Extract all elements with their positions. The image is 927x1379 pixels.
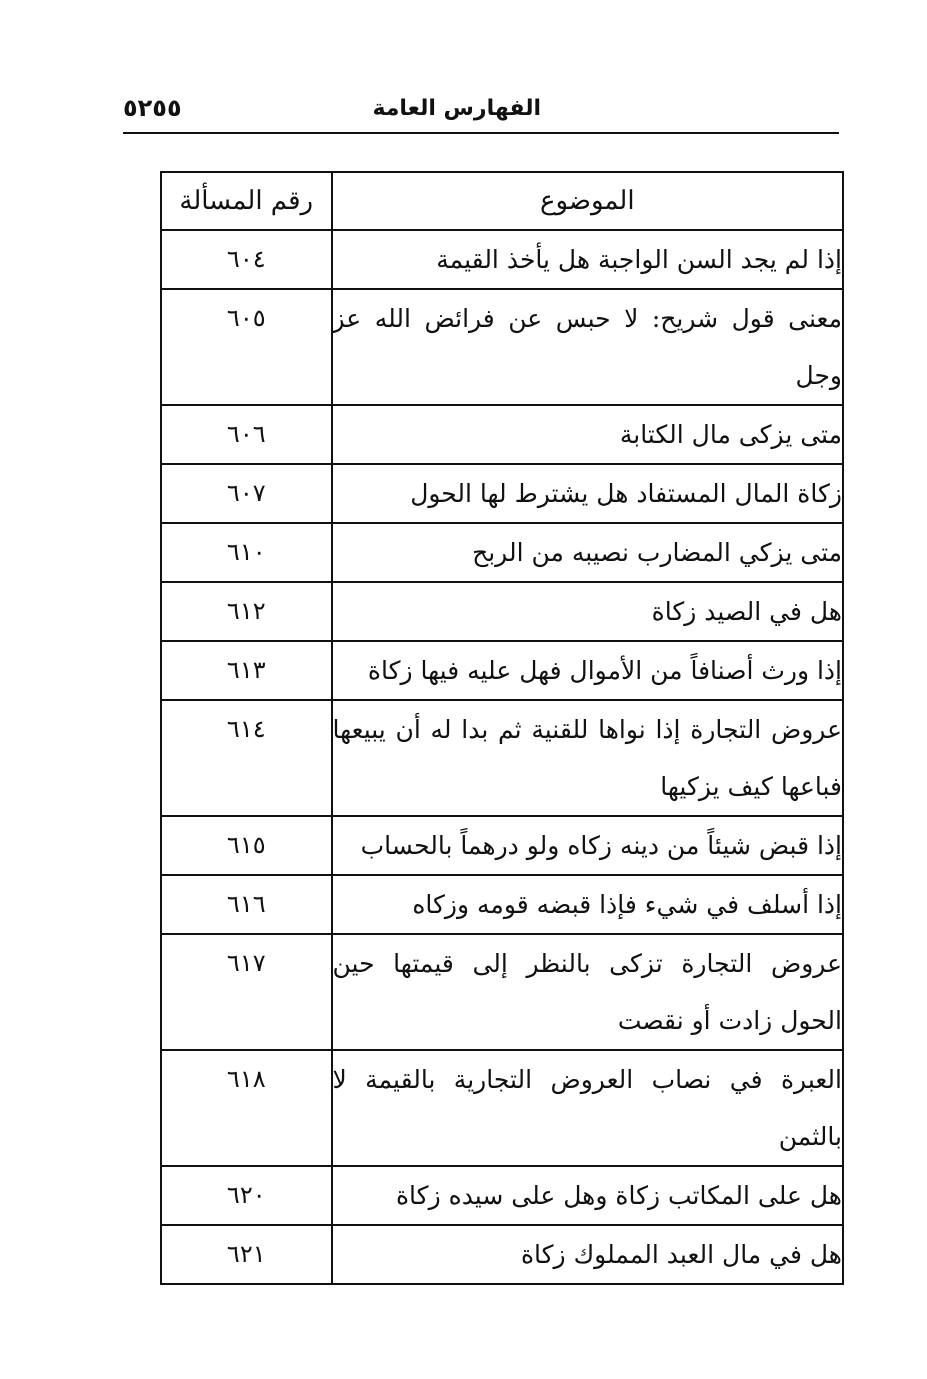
topic-cell: هل في مال العبد المملوك زكاة [332,1225,843,1284]
topic-cell: متى يزكي المضارب نصيبه من الربح [332,523,843,582]
issue-number-cell: ٦١٢ [161,582,332,641]
topic-cell: هل في الصيد زكاة [332,582,843,641]
topic-cell: إذا قبض شيئاً من دينه زكاه ولو درهماً بالحساب [332,816,843,875]
column-header-topic: الموضوع [332,172,843,230]
topic-cell: عروض التجارة إذا نواها للقنية ثم بدا له أن يبيعها فباعها كيف يزكيها [332,700,843,816]
issue-number-cell: ٦١٨ [161,1050,332,1166]
table-row [161,934,843,1050]
table-row [161,464,843,523]
table-row [161,875,843,934]
issue-number-cell: ٦٢٠ [161,1166,332,1225]
topic-cell: زكاة المال المستفاد هل يشترط لها الحول [332,464,843,523]
topic-cell: إذا لم يجد السن الواجبة هل يأخذ القيمة [332,230,843,289]
table-row [161,1166,843,1225]
table-row [161,289,843,405]
issue-number-cell: ٦١٤ [161,700,332,816]
topic-cell: إذا أسلف في شيء فإذا قبضه قومه وزكاه [332,875,843,934]
page-header [123,86,838,132]
table-row [161,523,843,582]
issue-number-cell: ٦٠٦ [161,405,332,464]
issue-number-cell: ٦٢١ [161,1225,332,1284]
issue-number-cell: ٦١٣ [161,641,332,700]
running-title: الفهارس العامة [372,96,541,121]
header-rule [123,132,839,134]
topic-cell: هل على المكاتب زكاة وهل على سيده زكاة [332,1166,843,1225]
issue-number-cell: ٦٠٥ [161,289,332,405]
issue-number-cell: ٦٠٧ [161,464,332,523]
table-row [161,1050,843,1166]
table-row [161,641,843,700]
issue-number-cell: ٦١٧ [161,934,332,1050]
topic-cell: العبرة في نصاب العروض التجارية بالقيمة لا بالثمن [332,1050,843,1166]
index-table [160,171,844,1285]
topic-cell: إذا ورث أصنافاً من الأموال فهل عليه فيها زكاة [332,641,843,700]
topic-cell: عروض التجارة تزكى بالنظر إلى قيمتها حين الحول زادت أو نقصت [332,934,843,1050]
table-row [161,405,843,464]
issue-number-cell: ٦١٦ [161,875,332,934]
table-row [161,816,843,875]
table-row [161,230,843,289]
table-row [161,582,843,641]
column-header-number: رقم المسألة [161,172,332,230]
table-header-row [161,172,843,230]
table-row [161,700,843,816]
topic-cell: متى يزكى مال الكتابة [332,405,843,464]
page-number: ٥٢٥٥ [123,94,182,122]
issue-number-cell: ٦١٥ [161,816,332,875]
table-row [161,1225,843,1284]
issue-number-cell: ٦١٠ [161,523,332,582]
issue-number-cell: ٦٠٤ [161,230,332,289]
topic-cell: معنى قول شريح: لا حبس عن فرائض الله عز وجل [332,289,843,405]
